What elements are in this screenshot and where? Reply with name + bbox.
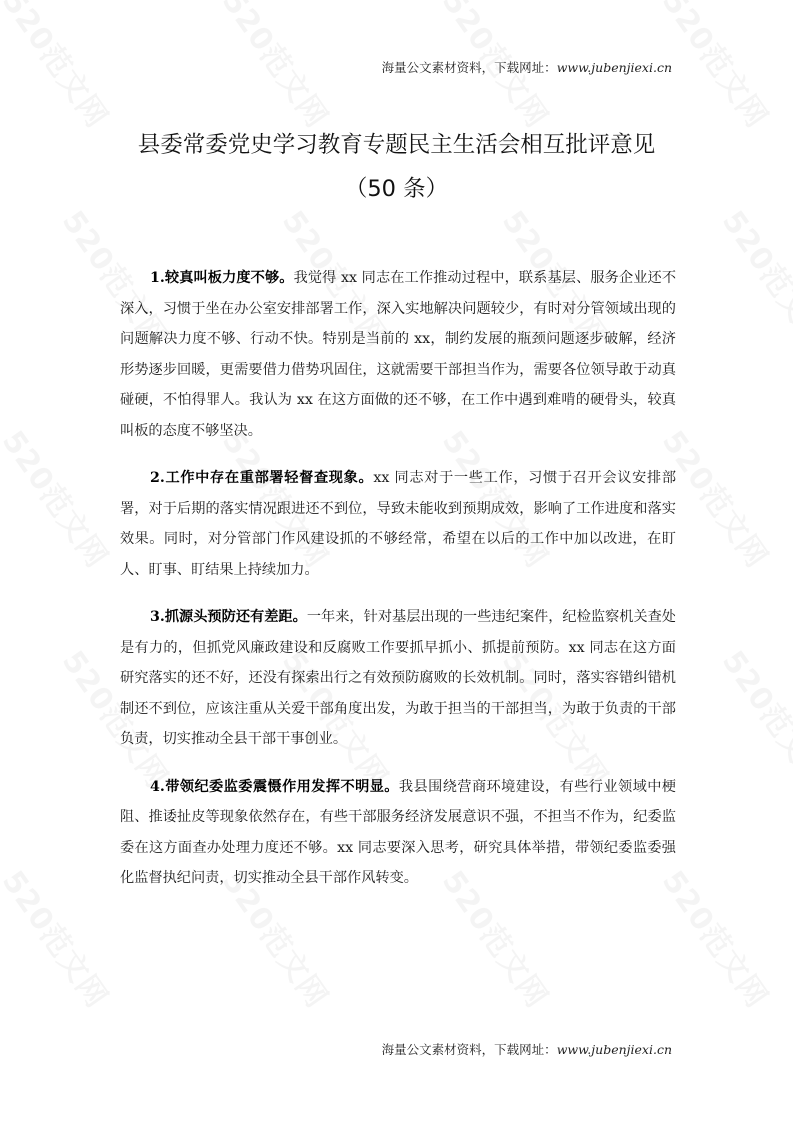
paragraph-1-body: 我觉得 xx 同志在工作推动过程中，联系基层、服务企业还不深入，习惯于坐在办公室安排部署工作，深入实地解决问题较少，有时对分管领域出现的问题解决力度不够、行动不快。特别是当前的 xx，制约发展的瓶颈问题逐步破解，经济形势逐步回暖，更需要借力借势巩固住，这就需要干部担当作为，需要各位领导敢于动真碰硬，不怕得罪人。我认为 xx 在这方面做的还不够，在工作中遇到难啃的硬骨头，较真叫板的态度不够坚决。 bbox=[120, 270, 677, 439]
paragraph-3-heading: 3.抓源头预防还有差距。 bbox=[150, 609, 307, 625]
watermark-text bbox=[0, 860, 121, 1015]
watermark-text bbox=[214, 0, 341, 135]
header-note-url: www.jubenjiexi.cn bbox=[556, 60, 672, 75]
watermark-text bbox=[714, 200, 793, 355]
document-title-line2: （50 条） bbox=[344, 176, 449, 202]
watermark-text bbox=[654, 0, 781, 135]
paragraph-3 bbox=[120, 602, 676, 755]
document-body bbox=[120, 263, 676, 911]
footer-note bbox=[382, 1040, 672, 1058]
document-title-line1: 县委常委党史学习教育专题民主生活会相互批评意见 bbox=[137, 132, 656, 158]
header-note bbox=[382, 58, 672, 76]
watermark-text bbox=[0, 0, 121, 135]
document-title bbox=[0, 123, 793, 211]
footer-note-label: 海量公文素材资料，下载网址： bbox=[381, 1042, 557, 1057]
paragraph-4-heading: 4.带领纪委监委震慑作用发挥不明显。 bbox=[150, 778, 399, 795]
paragraph-1 bbox=[120, 263, 676, 446]
paragraph-1-heading: 1.较真叫板力度不够。 bbox=[150, 270, 294, 286]
paragraph-4 bbox=[120, 772, 676, 894]
header-note-label: 海量公文素材资料，下载网址： bbox=[381, 60, 557, 75]
paragraph-2-heading: 2.工作中存在重部署轻督查现象。 bbox=[150, 470, 374, 486]
footer-note-url: www.jubenjiexi.cn bbox=[556, 1042, 672, 1057]
paragraph-2 bbox=[120, 463, 676, 585]
paragraph-2-body: xx 同志对于一些工作，习惯于召开会议安排部署，对于后期的落实情况跟进还不到位，导致未能收到预期成效，影响了工作进度和落实效果。同时，对分管部门作风建设抓的不够经常，希望在以后的工作中加以改进，在盯人、盯事、盯结果上持续加力。 bbox=[120, 470, 677, 578]
paragraph-4-body: 我县围绕营商环境建设，有些行业领域中梗阻、推诿扯皮等现象依然存在，有些干部服务经济发展意识不强，不担当不作为，纪委监委在这方面查办处理力度还不够。xx 同志要深入思考，研究具体举措，带领纪委监委强化监督执纪问责，切实推动全县干部作风转变。 bbox=[120, 778, 676, 886]
watermark-text bbox=[0, 420, 121, 575]
paragraph-3-body: 一年来，针对基层出现的一些违纪案件，纪检监察机关查处是有力的，但抓党风廉政建设和反腐败工作要抓早抓小、抓提前预防。xx 同志在这方面研究落实的还不好，还没有探索出行之有效预防腐败的长效机制。同时，落实容错纠错机制还不到位，应该注重从关爱干部角度出发，为敢于担当的干部担当，为敢于负责的干部负责，切实推动全县干部干事创业。 bbox=[120, 609, 676, 747]
watermark-text bbox=[714, 640, 793, 795]
